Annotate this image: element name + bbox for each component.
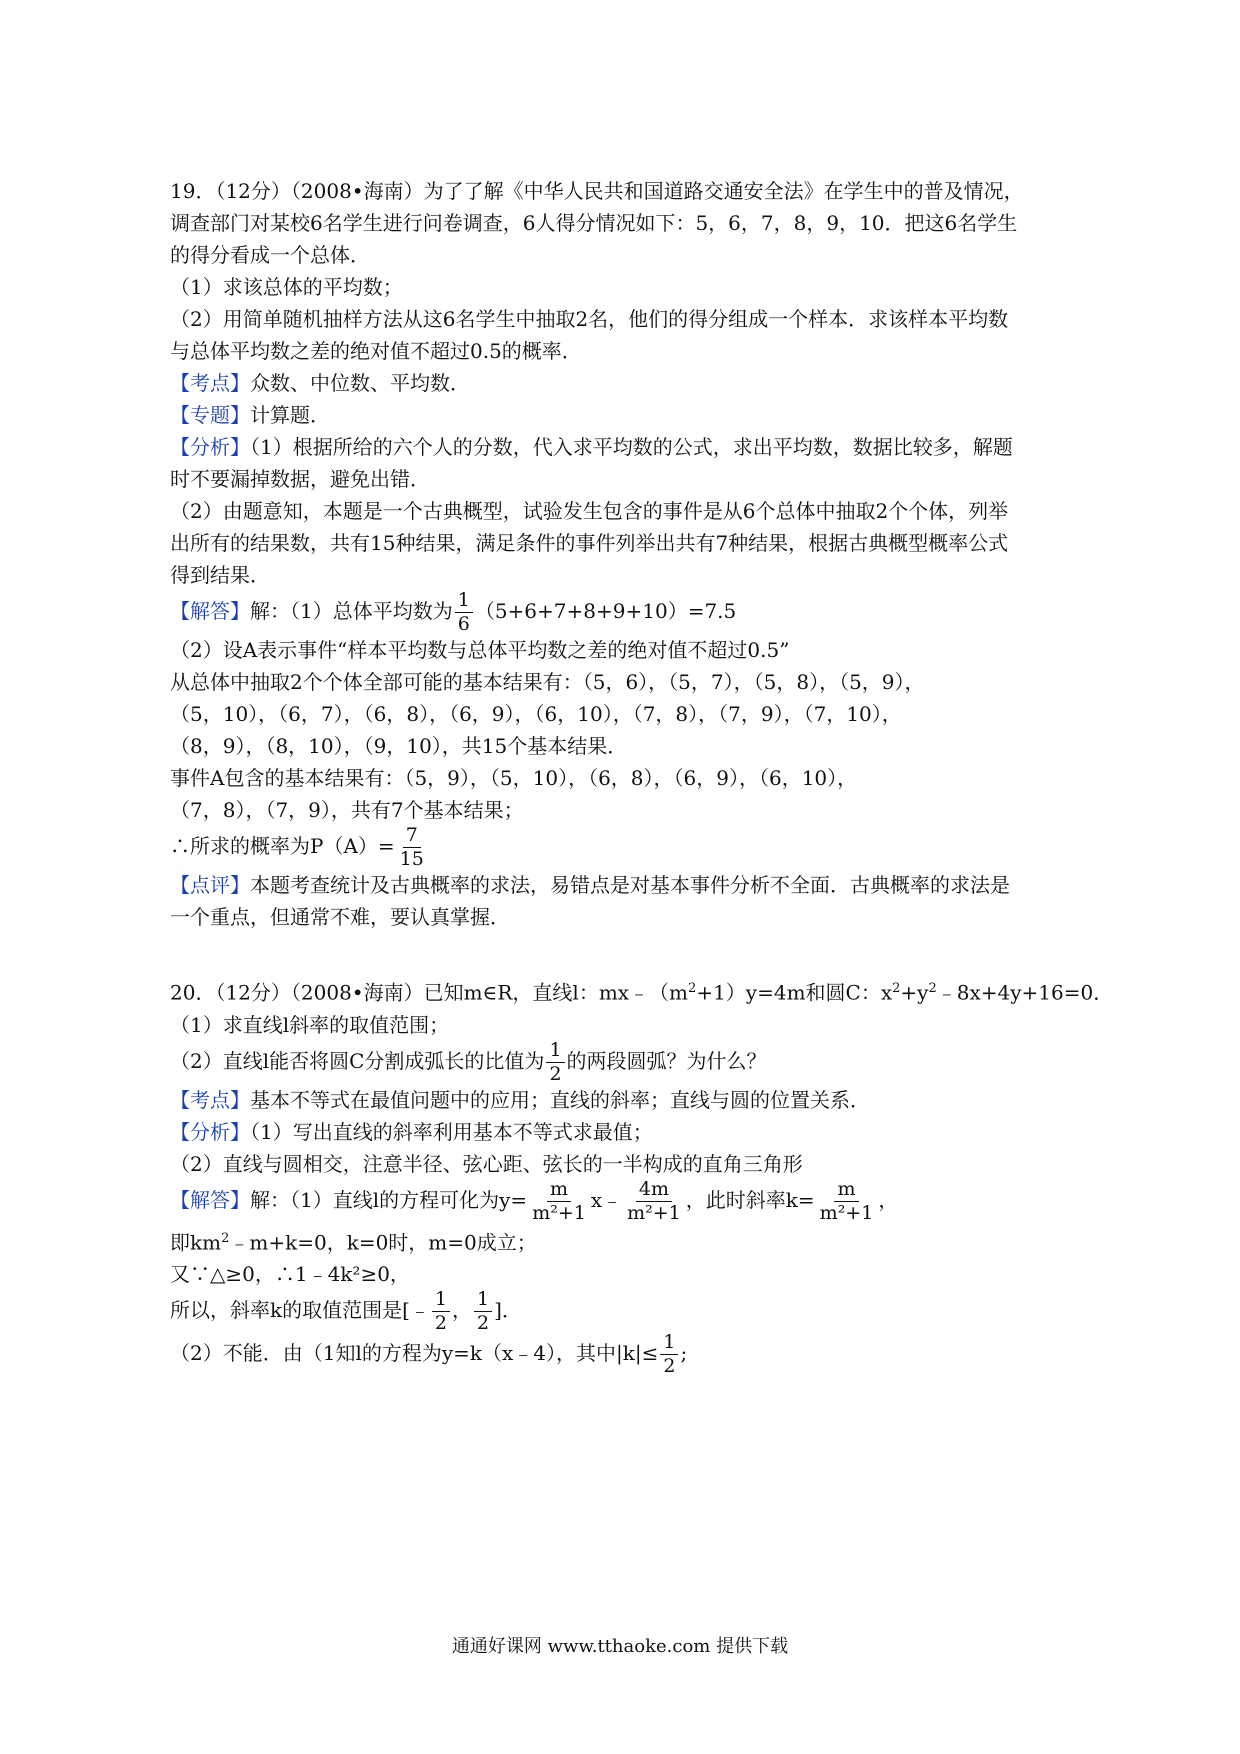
x-minus: x﹣ [590, 1187, 623, 1212]
q19-stem-line-2: 调查部门对某校6名学生进行问卷调查，6人得分情况如下：5，6，7，8，9，10．把这6名学生 [170, 211, 1018, 235]
semicolon: ; [680, 1341, 688, 1366]
q19-stem-line-1: 19．（12分）（2008•海南）为了了解《中华人民共和国道路交通安全法》在学生中的普及情况， [170, 179, 1024, 203]
q19-jieda-line-5: （8，9），（8，10），（9，10），共15个基本结果． [170, 734, 628, 758]
q20-jieda-line-5 [170, 1333, 1095, 1376]
q20-kaodian [170, 1084, 1095, 1116]
q20-stem-part-b: +1）y=4m和圆C：x [696, 980, 893, 1005]
q19-part-2-line-1: （2）用简单随机抽样方法从这6名学生中抽取2名，他们的得分组成一个样本．求该样本平均数 [170, 307, 1009, 331]
fenxi-text: （1）根据所给的六个人的分数，代入求平均数的公式，求出平均数，数据比较多，解题 [250, 435, 1013, 459]
fenxi-text: （1）写出直线的斜率利用基本不等式求最值； [250, 1119, 653, 1144]
comma: ， [878, 1187, 899, 1212]
q19-kaodian [170, 367, 1095, 399]
q20-part-2-tail: 的两段圆弧？为什么？ [566, 1048, 767, 1073]
page-footer: 通通好课网 www.tthaoke.com 提供下载 [451, 1636, 789, 1657]
q20-part-1: （1）求直线l斜率的取值范围； [170, 1012, 450, 1037]
question-20 [170, 973, 1114, 1378]
q19-jieda-line-2: （2）设A表示事件“样本平均数与总体平均数之差的绝对值不超过0.5” [170, 638, 790, 662]
q19-fenxi-line-1 [170, 431, 1095, 463]
q20-stem-part-d: ﹣8x+4y+16=0． [936, 980, 1114, 1005]
jieda-text: 解：（1）直线l的方程可化为y= [250, 1187, 528, 1212]
q19-dianping-line-2: 一个重点，但通常不难，要认真掌握． [170, 905, 510, 929]
fraction-denominator: m²+1 [819, 1201, 874, 1224]
range-comma: ， [452, 1298, 473, 1323]
q20-part-2-text: （2）直线l能否将圆C分割成弧长的比值为 [170, 1048, 545, 1073]
kaodian-tag: 【考点】 [170, 371, 250, 395]
q20-fenxi-line-2: （2）直线与圆相交，注意半径、弦心距、弦长的一半构成的直角三角形 [170, 1151, 803, 1176]
abs-k-inequality: |k|≤ [616, 1341, 659, 1366]
q20-stem-part-a: 20．（12分）（2008•海南）已知m∈R，直线l：mx﹣（m [170, 980, 689, 1005]
probability-text: ∴所求的概率为P（A）= [170, 834, 395, 858]
question-gap [170, 933, 1095, 973]
q19-dianping-line-1 [170, 869, 1095, 901]
fraction-pos-half [474, 1290, 492, 1333]
q20-jieda-line-4 [170, 1290, 1095, 1333]
fraction-denominator: m²+1 [532, 1201, 586, 1224]
fraction-neg-half [432, 1290, 450, 1333]
fraction-numerator: m [834, 1180, 858, 1202]
superscript-2: 2 [928, 981, 937, 996]
fraction-numerator: 7 [403, 826, 421, 848]
q20-stem [170, 973, 1114, 1009]
q19-fenxi-line-5: 得到结果． [170, 563, 270, 587]
q19-jieda-line-1 [170, 591, 1095, 634]
fraction-denominator: 2 [549, 1062, 562, 1085]
q20-jieda-line-1 [170, 1177, 1095, 1224]
q20-fenxi-line-1 [170, 1116, 1095, 1148]
fraction-denominator: 2 [477, 1312, 490, 1335]
q20-part-2 [170, 1038, 1095, 1085]
fraction-numerator: 1 [432, 1290, 450, 1312]
fraction-seven-fifteenths [397, 826, 427, 869]
q19-fenxi-line-2: 时不要漏掉数据，避免出错． [170, 467, 430, 491]
dianping-text: 本题考查统计及古典概率的求法，易错点是对基本事件分析不全面．古典概率的求法是 [250, 873, 1010, 897]
fraction-numerator: m [547, 1180, 571, 1202]
jieda-tag: 【解答】 [170, 1187, 250, 1212]
q20-jieda-line-3: 又∵△≥0，∴1﹣4k²≥0， [170, 1262, 410, 1287]
q19-probability [170, 826, 1095, 869]
fraction-denominator: 2 [434, 1312, 448, 1335]
fraction-numerator: 1 [474, 1290, 492, 1312]
fraction-numerator: 1 [455, 591, 473, 613]
q19-stem-line-3: 的得分看成一个总体． [170, 243, 370, 267]
q20-stem-part-c: +y [900, 980, 929, 1005]
q19-part-2-line-2: 与总体平均数之差的绝对值不超过0.5的概率． [170, 339, 582, 363]
q20-jieda-line-2 [170, 1223, 1095, 1259]
superscript-2: 2 [221, 1230, 230, 1246]
fraction-denominator: 6 [457, 613, 470, 635]
fraction-one-sixth [455, 591, 473, 634]
fraction-numerator: 1 [546, 1041, 564, 1063]
zhuanti-tag: 【专题】 [170, 403, 250, 427]
fraction-denominator: 2 [663, 1355, 676, 1378]
q19-fenxi-line-3: （2）由题意知，本题是一个古典概型，试验发生包含的事件是从6个总体中抽取2个个体，列举 [170, 499, 1009, 523]
dianping-tag: 【点评】 [170, 873, 250, 897]
km-text: 即km [170, 1230, 222, 1255]
fraction-m-over-m2plus1 [529, 1177, 589, 1224]
fraction-bound-half [660, 1333, 678, 1376]
q19-jieda-line-4: （5，10），（6，7），（6，8），（6，9），（6，10），（7，8），（7，9），（7，10）， [170, 702, 902, 726]
q19-jieda-line-6: 事件A包含的基本结果有：（5，9），（5，10），（6，8），（6，9），（6，10）， [170, 766, 858, 790]
km-tail: ﹣m+k=0，k=0时，m=0成立； [229, 1230, 537, 1255]
q19-zhuanti [170, 399, 1095, 431]
fenxi-tag: 【分析】 [170, 435, 250, 459]
fraction-one-half [546, 1038, 564, 1085]
fenxi-tag: 【分析】 [170, 1119, 250, 1144]
superscript-2: 2 [892, 981, 901, 996]
range-text: 所以，斜率k的取值范围是[﹣ [170, 1298, 430, 1323]
superscript-2: 2 [688, 981, 697, 996]
fraction-denominator: 15 [399, 848, 424, 870]
q19-jieda-line-7: （7，8），（7，9），共有7个基本结果； [170, 798, 524, 822]
jieda-tag: 【解答】 [170, 599, 250, 623]
fraction-numerator: 4m [636, 1180, 672, 1202]
range-tail: ]． [494, 1298, 522, 1323]
q19-part-1: （1）求该总体的平均数； [170, 275, 403, 299]
kaodian-tag: 【考点】 [170, 1087, 250, 1112]
slope-text: ，此时斜率k= [685, 1187, 815, 1212]
q19-fenxi-line-4: 出所有的结果数，共有15种结果，满足条件的事件列举出共有7种结果，根据古典概型概率公式 [170, 531, 1009, 555]
fraction-denominator: m²+1 [627, 1201, 681, 1224]
q19-jieda-line-3: 从总体中抽取2个个体全部可能的基本结果有：（5，6），（5，7），（5，8），（5，9）， [170, 670, 925, 694]
fraction-slope-k [817, 1177, 877, 1224]
fraction-numerator: 1 [660, 1333, 678, 1355]
fraction-4m-over-m2plus1 [624, 1177, 684, 1224]
document-page [170, 175, 1114, 1378]
zhuanti-text: 计算题． [250, 403, 330, 427]
jieda-text: 解：（1）总体平均数为 [250, 599, 453, 623]
kaodian-text: 众数、中位数、平均数． [250, 371, 470, 395]
kaodian-text: 基本不等式在最值问题中的应用；直线的斜率；直线与圆的位置关系． [250, 1087, 870, 1112]
question-19 [170, 175, 1095, 933]
part2-answer-text: （2）不能．由（1知l的方程为y=k（x﹣4），其中 [170, 1341, 617, 1366]
mean-expression: （5+6+7+8+9+10）=7.5 [474, 599, 737, 623]
